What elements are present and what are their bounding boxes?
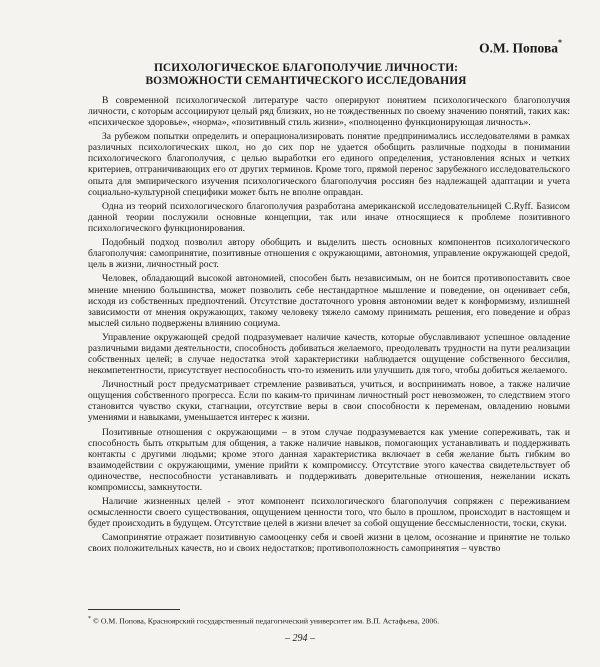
- footnote: [88, 615, 570, 626]
- paragraph: Позитивные отношения с окружающими – в этом случае подразумевается как умение сопереживать, так и способность быть открытым для общения, а также наличие навыков, помогающих устанавливать и поддерживать контакты с другими людьми; кроме этого данная характеристика включает в себя желание быть гибким во взаимодействии с окружающими, умение прийти к компромиссу. Отсутствие этого качества свидетельствует об одиночестве, неспособности устанавливать и поддерживать доверительные отношения, нежелании искать компромиссы, замкнутости.: [88, 426, 570, 493]
- author-name: О.М. Попова*: [479, 38, 562, 56]
- article-body: [88, 95, 570, 558]
- title-line-2: ВОЗМОЖНОСТИ СЕМАНТИЧЕСКОГО ИССЛЕДОВАНИЯ: [145, 75, 467, 87]
- footnote-mark: *: [88, 616, 91, 622]
- article-title: [60, 62, 552, 88]
- paragraph: Личностный рост предусматривает стремление развиваться, учиться, и воспринимать новое, а также наличие ощущения собственного прогресса. Если по каким-то причинам личностный рост невозможен, то следствием этого становится чувство скуки, стагнации, отсутствие веры в свои способности к переменам, овладению новыми умениями и навыками, уменьшается интерес к жизни.: [88, 379, 570, 424]
- paragraph: Одна из теорий психологического благополучия разработана американской исследовательницей C.Ryff. Базисом данной теории послужили основные концепции, так или иначе относящиеся к проблеме позитивного психологического функционирования.: [88, 200, 570, 234]
- paragraph: Человек, обладающий высокой автономией, способен быть независимым, он не боится противопоставить свое мнение мнению большинства, может позволить себе нестандартное мышление и поведение, он оценивает себя, исходя из собственных предпочтений. Отсутствие достаточного уровня автономии ведет к конформизму, излишней зависимости от мнения окружающих, такому человеку тяжело самому принимать решения, его поведение и образ мыслей сильно подвержены влиянию социума.: [88, 273, 570, 329]
- paragraph: Управление окружающей средой подразумевает наличие качеств, которые обуславливают успешное овладение различными видами деятельности, способность добиваться желаемого, преодолевать трудности на пути реализации собственных целей; в случае недостатка этой характеристики наблюдается ощущение собственного бессилия, некомпетентности, присутствует неспособность что-то изменить или улучшить для того, чтобы добиться желаемого.: [88, 331, 570, 377]
- paragraph: Подобный подход позволил автору обобщить и выделить шесть основных компонентов психологического благополучия: самопринятие, позитивные отношения с окружающими, автономия, управление окружающей средой, цель в жизни, личностный рост.: [88, 237, 570, 271]
- paragraph: За рубежом попытки определить и операционализировать понятие предпринимались исследователями в рамках различных психологических школ, но до сих пор не удается обобщить различные подходы в понимании психологического благополучия, с целью выработки его единого определения, установления ясных и четких критериев, отграничивающих его от других терминов. Кроме того, прямой перенос зарубежного исследовательского опыта для эмпирического изучения психологического благополучия россиян без надлежащей адаптации и учета социально-культурной специфики может быть не вполне оправдан.: [88, 131, 570, 198]
- paragraph: Самопринятие отражает позитивную самооценку себя и своей жизни в целом, осознание и принятие не только своих положительных качеств, но и своих недостатков; противоположность самопринятия – чувство: [88, 532, 570, 555]
- footnote-text: © О.М. Попова, Красноярский государственный педагогический университет им. В.П. Астафьева, 2006.: [92, 616, 440, 626]
- author-footnote-mark: *: [558, 38, 562, 47]
- paragraph: В современной психологической литературе часто оперируют понятием психологического благополучия личности, с которым ассоциируют целый ряд близких, но не тождественных по своему значению понятий, таких как: «психическое здоровье», «норма», «позитивный стиль жизни», «полноценно функционирующая личность».: [88, 95, 570, 129]
- title-line-1: ПСИХОЛОГИЧЕСКОЕ БЛАГОПОЛУЧИЕ ЛИЧНОСТИ:: [153, 62, 459, 74]
- footnote-divider: [88, 609, 180, 610]
- paragraph: Наличие жизненных целей - этот компонент психологического благополучия сопряжен с переживанием осмысленности своего существования, ощущением ценности того, что было в прошлом, происходит в настоящем и будет происходить в будущем. Отсутствие целей в жизни влечет за собой ощущение бессмысленности, тоски, скуки.: [88, 496, 570, 530]
- page-number: – 294 –: [285, 633, 315, 644]
